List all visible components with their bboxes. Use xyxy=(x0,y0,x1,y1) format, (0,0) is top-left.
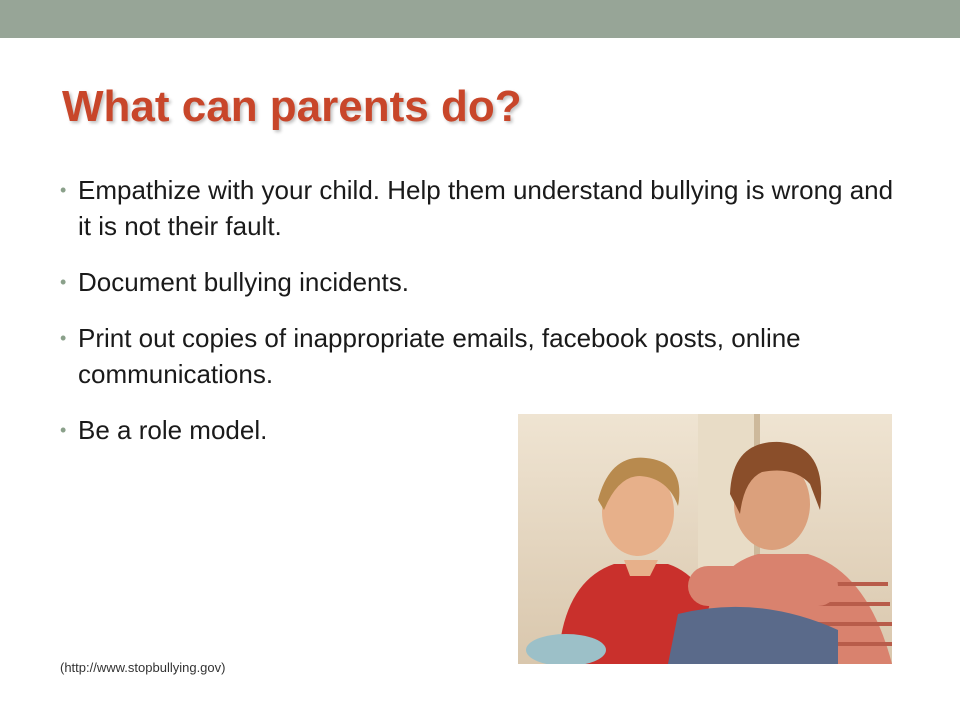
photo-illustration xyxy=(518,414,892,664)
bullet-text: Print out copies of inappropriate emails, facebook posts, online communications. xyxy=(78,323,801,389)
bullet-item xyxy=(60,264,900,300)
source-citation: (http://www.stopbullying.gov) xyxy=(60,660,226,675)
slide-title: What can parents do? xyxy=(62,82,522,131)
parent-child-photo xyxy=(518,414,892,664)
bullet-dot-icon: • xyxy=(60,272,67,292)
bullet-dot-icon: • xyxy=(60,328,67,348)
bullet-item xyxy=(60,320,838,392)
bullet-text: Be a role model. xyxy=(78,415,268,445)
bullet-dot-icon: • xyxy=(60,180,67,200)
bullet-text: Empathize with your child. Help them understand bullying is wrong and it is not their fault. xyxy=(78,175,894,241)
bullet-item xyxy=(60,172,900,244)
top-accent-bar xyxy=(0,0,960,38)
bullet-dot-icon: • xyxy=(60,420,67,440)
bullet-text: Document bullying incidents. xyxy=(78,267,409,297)
